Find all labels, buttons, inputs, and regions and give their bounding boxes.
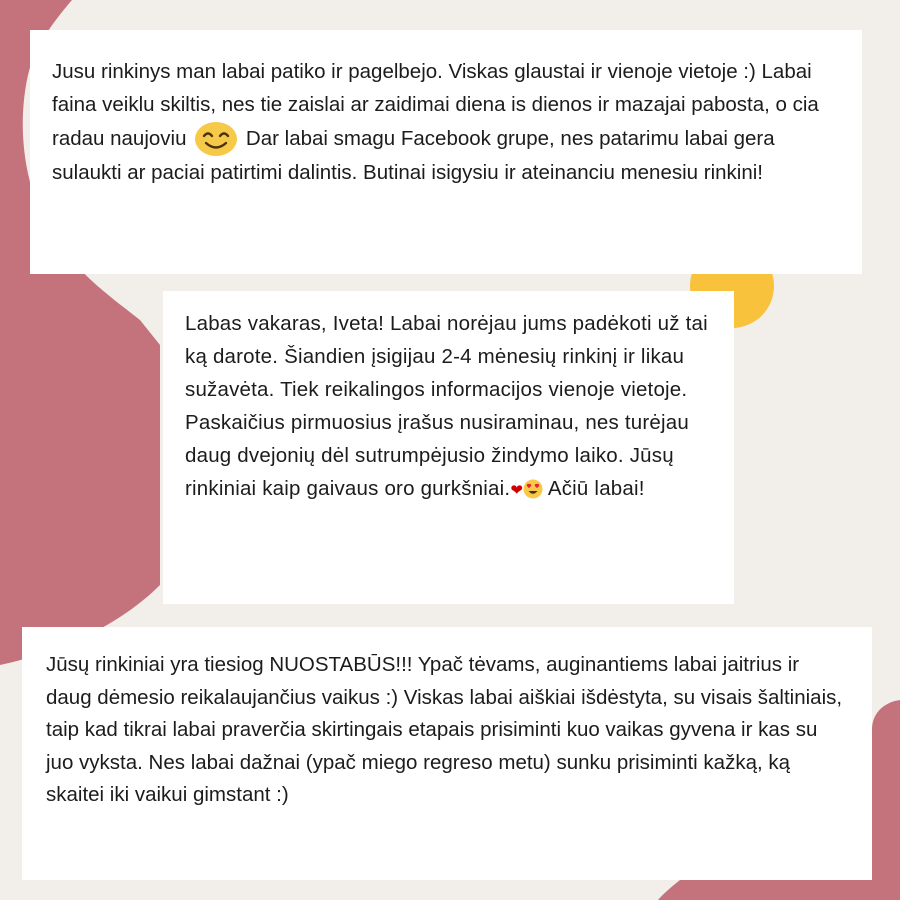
- review-card-3: [22, 627, 872, 880]
- review-2-text-b: Ačiū labai!: [547, 477, 645, 500]
- review-2-text-a: Labas vakaras, Iveta! Labai norėjau jums padėkoti už tai ką darote. Šiandien įsigijau 2-4 mėnesių rinkinį ir likau sužavėta. Tiek reikalingos informacijos vienoje vietoje. Paskaičius pirmuosius įrašus nusiraminau, nes turėjau daug dvejonių dėl sutrumpėjusio žindymo laiko. Jūsų rinkiniai kaip gaivaus oro gurkšniai.: [185, 312, 708, 500]
- review-text-1: [52, 56, 840, 190]
- review-1-text-b: Dar labai smagu Facebook grupe, nes patarimu labai gera sulaukti ar paciai patirtimi dalintis. Butinai isigysiu ir ateinanciu menesiu rinkini!: [52, 127, 775, 184]
- heart-icon: ❤: [510, 482, 524, 499]
- smiling-face-emoji-icon: [194, 121, 238, 157]
- review-1-text-a: Jusu rinkinys man labai patiko ir pagelbejo. Viskas glaustai ir vienoje vietoje :) Labai faina veiklu skiltis, nes tie zaislai ar zaidimai diena is dienos ir mazajai pabosta, o cia radau naujoviu: [52, 60, 819, 150]
- review-card-1: [30, 30, 862, 274]
- heart-eyes-emoji-icon: [523, 476, 543, 496]
- review-text-2: [185, 307, 714, 507]
- review-text-3: Jūsų rinkiniai yra tiesiog NUOSTABŪS!!! Ypač tėvams, auginantiems labai jaitrius ir daug dėmesio reikalaujančius vaikus :) Viskas labai aiškiai išdėstyta, su visais šaltiniais, taip kad tikrai labai praverčia skirtingais etapais prisiminti kuo vaikas gyvena ir kas su juo vyksta. Nes labai dažnai (ypač miego regreso metu) sunku prisiminti kažką, ką skaitei iki vaikui gimstant :): [46, 653, 843, 806]
- review-card-2: [163, 291, 734, 604]
